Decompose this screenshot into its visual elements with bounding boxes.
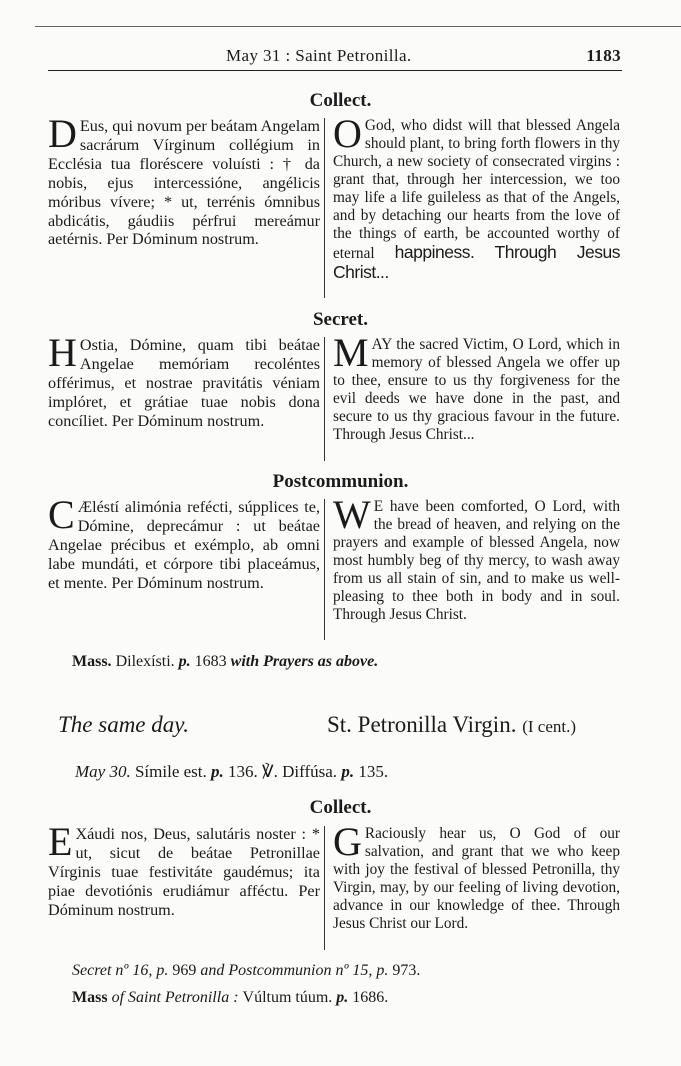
- column-divider: [324, 337, 325, 461]
- secret-postcommunion-note: [72, 962, 420, 980]
- mass-label: Mass: [72, 989, 108, 1006]
- drop-cap: E: [48, 819, 73, 864]
- page-abbrev: p.: [178, 653, 191, 670]
- note-italic: and Postcommunion nº 15, p.: [200, 962, 389, 979]
- column-divider: [324, 499, 325, 640]
- postcommunion-latin: [48, 492, 320, 593]
- english-text: AY the sacred Victim, O Lord, which in memory of blessed Angela we offer up to thee, ensure to us thy forgiveness for the evil deeds we have done in the past, and secure to us thy gracious favour in the future. Through Jesus Christ...: [333, 336, 620, 443]
- postcommunion-heading: Postcommunion.: [272, 471, 409, 492]
- secret-english: [333, 330, 620, 444]
- latin-text: Xáudi nos, Deus, salutáris noster : * ut, sicut de beátae Petronillae Vírginis tuae festivitáte gaudémus; ita piae devotiónis erudiámur afféctu. Per Dóminum nostrum.: [48, 825, 320, 919]
- top-rule: [35, 26, 681, 27]
- english-text: E have been comforted, O Lord, with the bread of heaven, and relying on the prayers and example of blessed Angela, now most humbly beg of thy mercy, to wash away from us all stain of sin, and to make us well-pleasing to thee both in body and in soul. Through Jesus Christ.: [333, 498, 620, 623]
- may30-note: [75, 762, 388, 782]
- postcommunion-english: [333, 492, 620, 624]
- mass-page: 1683: [190, 653, 231, 670]
- drop-cap: O: [333, 111, 362, 156]
- drop-cap: C: [48, 492, 75, 537]
- note-text: 1686.: [348, 989, 389, 1006]
- latin-text: Æléstí alimónia refécti, súpplices te, Dómine, deprecámur : ut beátae Angelae précibus et exémplo, ab omni labe mundáti, et córpore tibi placeámus, et mente. Per Dóminum nostrum.: [48, 498, 320, 592]
- note-text: 969: [168, 962, 201, 979]
- running-title: May 31 : Saint Petronilla.: [226, 46, 412, 65]
- collect2-latin: [48, 819, 320, 920]
- page-number: 1183: [586, 46, 621, 65]
- same-day-label: The same day.: [58, 712, 189, 737]
- note-italic: of Saint Petronilla :: [107, 989, 243, 1006]
- mass-label: Mass.: [72, 653, 112, 670]
- drop-cap: W: [333, 492, 371, 537]
- mass-note-2: [72, 989, 388, 1007]
- page-abbrev: p.: [211, 762, 224, 781]
- mass-note: [72, 653, 378, 671]
- drop-cap: D: [48, 111, 77, 156]
- page-abbrev: p.: [341, 762, 355, 781]
- collect2-english: [333, 819, 620, 933]
- note-text: 973.: [388, 962, 421, 979]
- date-italic: May 30.: [75, 762, 131, 781]
- note-text: 135.: [354, 762, 389, 781]
- note-text: Vúltum túum.: [242, 989, 337, 1006]
- header-rule: [48, 70, 622, 71]
- latin-text: Ostia, Dómine, quam tibi beátae Angelae memóriam recoléntes offérimus, et nostrae pravitátis véniam implóret, et grátiae tuae nobis dona concíliet. Per Dóminum nostrum.: [48, 336, 320, 430]
- drop-cap: M: [333, 330, 369, 375]
- secret-heading: Secret.: [312, 309, 369, 330]
- column-divider: [324, 118, 325, 298]
- mass-italic: with Prayers as above.: [230, 653, 379, 670]
- english-text: God, who didst will that blessed Angela should plant, to bring forth flowers in thy Church, a new society of consecrated virgins : grant that, through her intercession, we too may life a life guileless as that of the Angels, and by detaching our hearts from the love of the things of earth, be accounted worthy of eternal: [333, 117, 620, 262]
- note-text: 136. ℣. Diffúsa.: [223, 762, 342, 781]
- column-divider: [324, 826, 325, 950]
- latin-text: Eus, qui novum per beátam Angelam sacrárum Vírginum collégium in Ecclésia tua floréscere voluísti : † da nobis, ejus intercessióne, angélicis móribus vívere; * ut, terrénis ómnibus abdicátis, gáudiis pérfrui mereámur aetérnis. Per Dóminum nostrum.: [48, 117, 320, 249]
- english-text: Raciously hear us, O God of our salvation, and grant that we who keep with joy the festival of blessed Petronilla, thy Virgin, may, by our feeling of living devotion, advance in our knowledge of thee. Through Jesus Christ our Lord.: [333, 825, 620, 932]
- english-tail: happiness. Through Jesus Christ...: [333, 242, 621, 282]
- collect-heading: Collect.: [309, 90, 372, 111]
- collect-heading: Collect.: [309, 797, 372, 818]
- mass-text: Dilexísti.: [111, 653, 179, 670]
- running-header: [0, 46, 681, 70]
- secret-latin: [48, 330, 320, 431]
- drop-cap: G: [333, 819, 362, 864]
- collect-english: [333, 111, 621, 283]
- note-text: Símile est.: [130, 762, 211, 781]
- drop-cap: H: [48, 330, 77, 375]
- feast-name: St. Petronilla Virgin.: [327, 712, 517, 737]
- collect-latin: [48, 111, 320, 249]
- feast-century: (I cent.): [522, 717, 577, 736]
- page-abbrev: p.: [336, 989, 349, 1006]
- note-italic: Secret nº 16, p.: [72, 962, 169, 979]
- feast-title: [327, 712, 576, 738]
